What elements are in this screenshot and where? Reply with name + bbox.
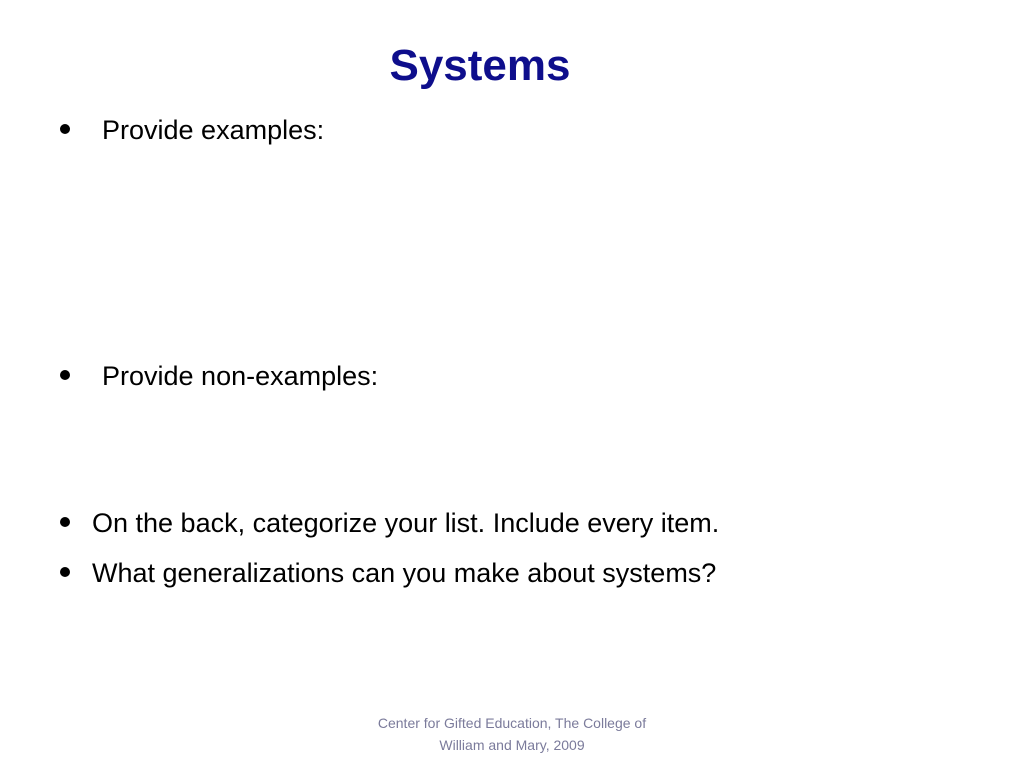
slide-footer: [352, 712, 672, 756]
bullet-item: [60, 112, 325, 148]
bullet-text: What generalizations can you make about systems?: [92, 558, 717, 588]
bullet-dot-icon: [60, 567, 70, 577]
footer-line-2: William and Mary, 2009: [439, 737, 585, 753]
bullet-text: Provide examples:: [102, 115, 325, 145]
footer-line-1: Center for Gifted Education, The College of: [377, 715, 647, 731]
bullet-dot-icon: [60, 370, 70, 380]
slide-title: Systems: [389, 41, 571, 90]
bullet-item: [60, 358, 379, 394]
bullet-dot-icon: [60, 517, 70, 527]
bullet-dot-icon: [60, 124, 70, 134]
bullet-text: On the back, categorize your list. Include every item.: [92, 508, 720, 538]
bullet-item: [60, 555, 717, 591]
bullet-item: [60, 505, 720, 541]
bullet-text: Provide non-examples:: [102, 361, 379, 391]
